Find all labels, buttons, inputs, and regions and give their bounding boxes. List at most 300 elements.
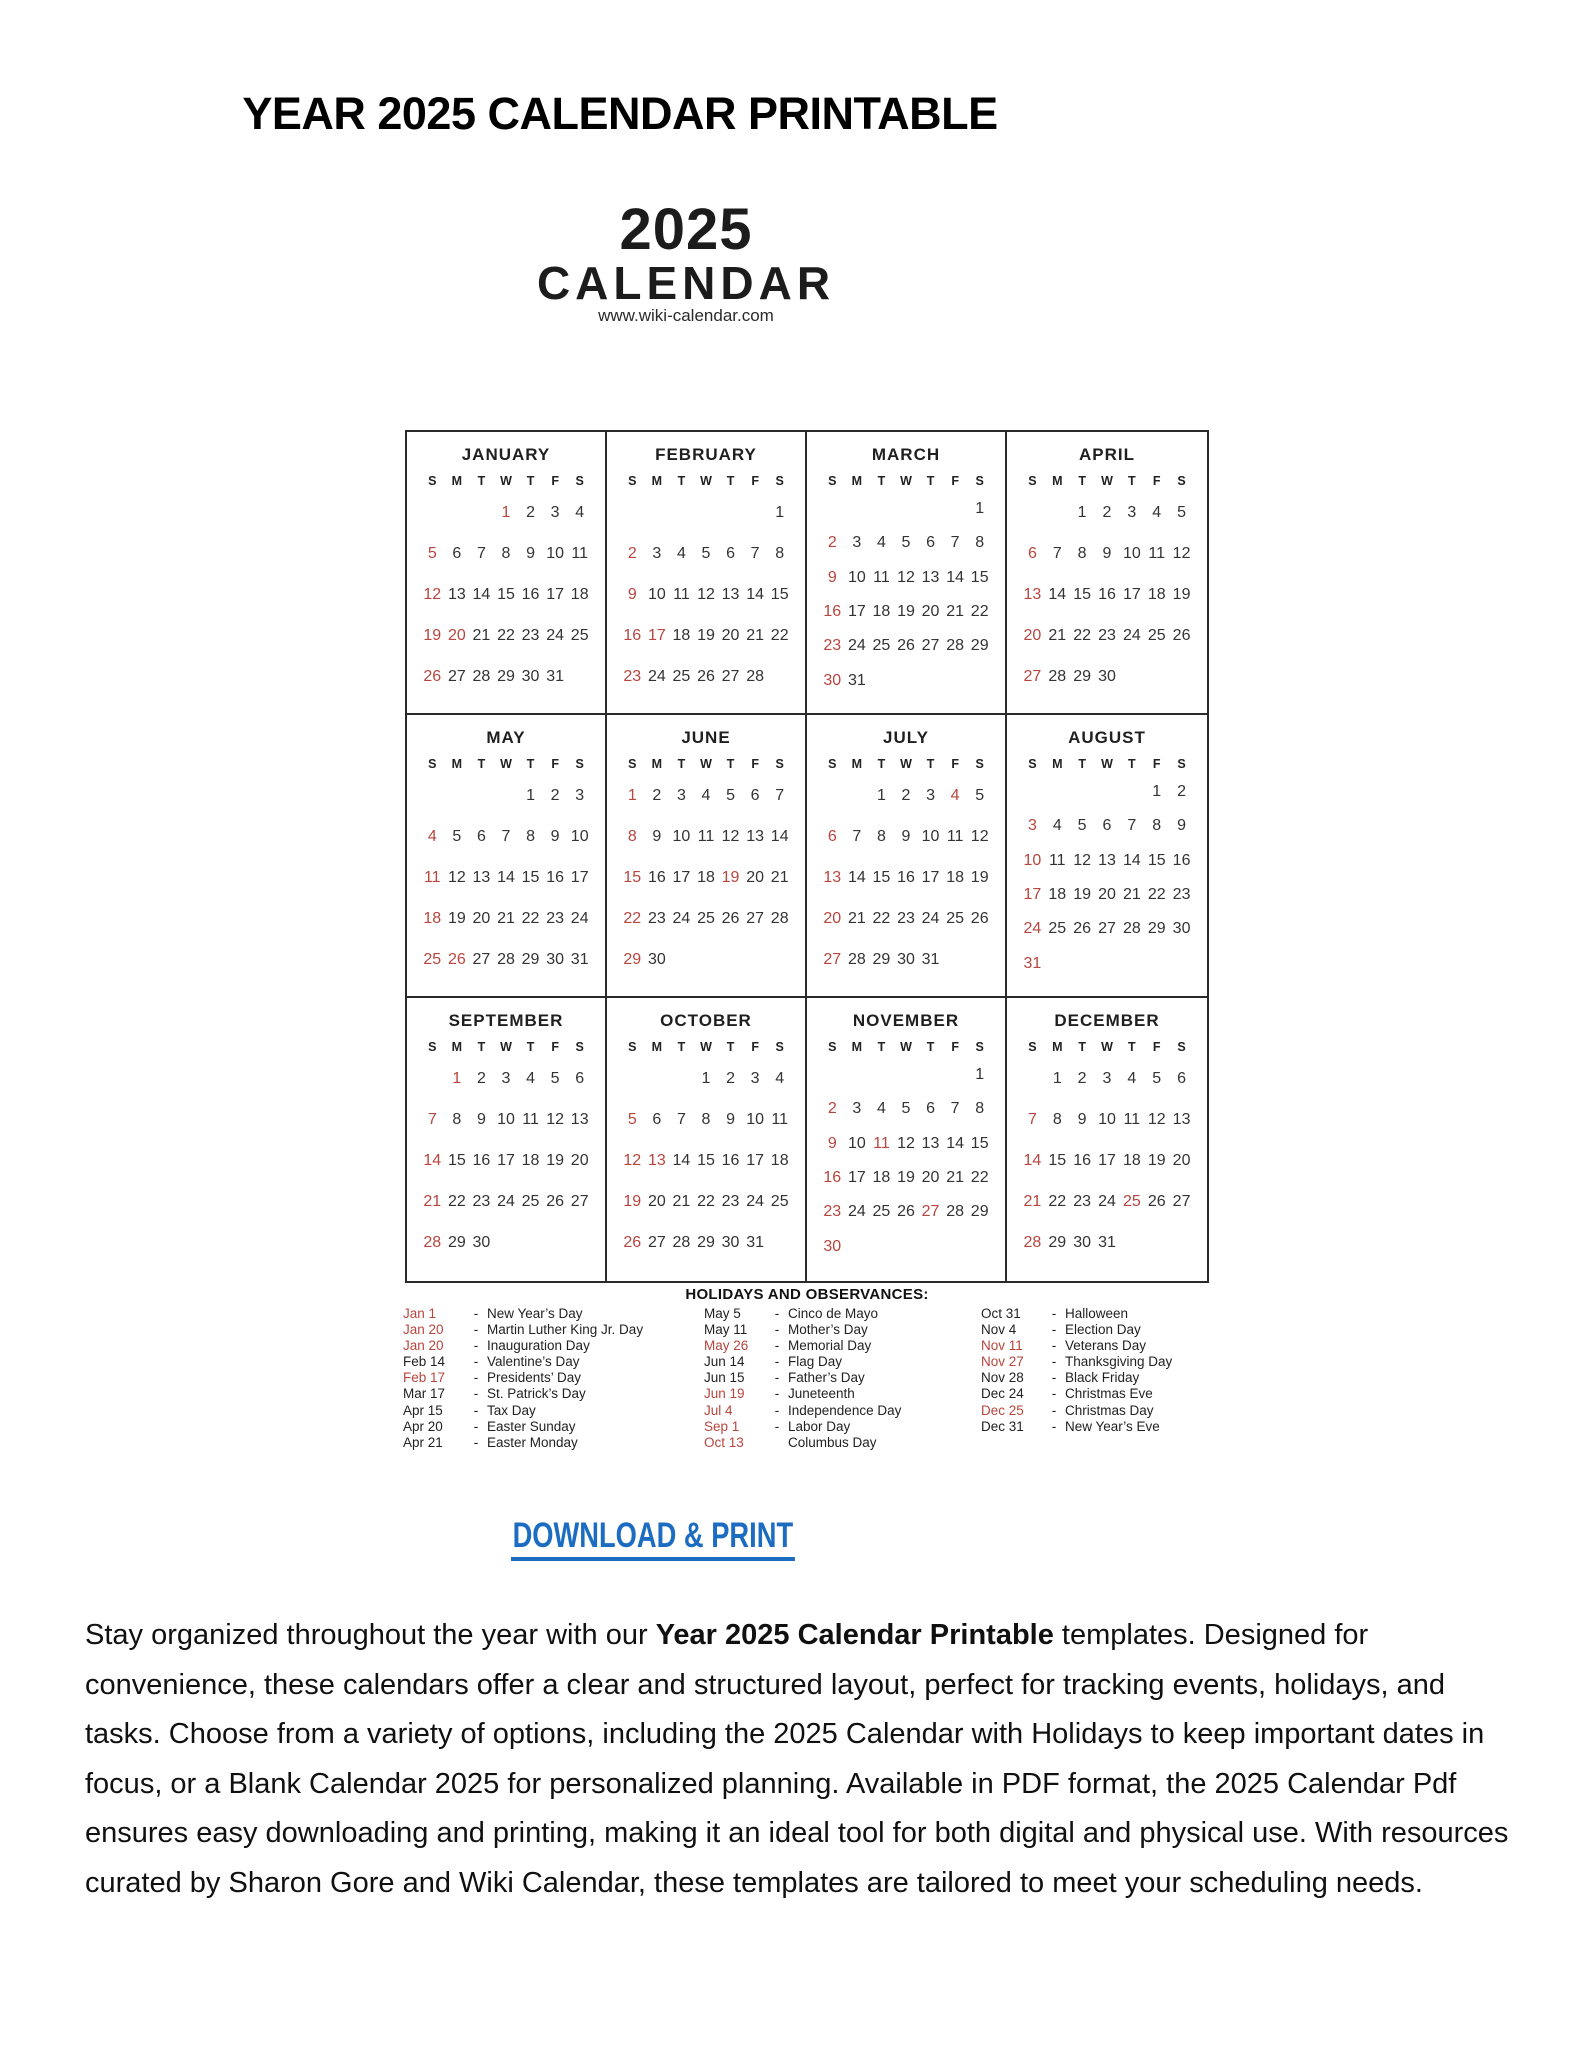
day-cell: 26 (546, 1193, 565, 1211)
day-grid (1020, 492, 1194, 698)
day-cell: 13 (472, 868, 491, 886)
day-cell: 20 (721, 627, 740, 645)
day-cell: 15 (697, 1151, 715, 1169)
month-march (807, 432, 1007, 715)
day-cell: 20 (570, 1151, 589, 1169)
holiday-name: Flag Day (788, 1354, 843, 1370)
day-cell: 22 (447, 1193, 466, 1211)
weekday-label: F (551, 1040, 559, 1054)
weekday-label: S (575, 474, 584, 488)
day-cell: 20 (1172, 1151, 1191, 1169)
day-cell: 16 (897, 868, 915, 886)
holiday-row (704, 1370, 901, 1386)
day-cell: 8 (775, 544, 785, 562)
holiday-separator: - (774, 1370, 780, 1386)
day-cell: 7 (852, 827, 862, 845)
weekday-label: W (900, 757, 912, 771)
day-cell: 23 (647, 910, 666, 928)
empty-day-cell (820, 492, 845, 526)
holiday-separator: - (1051, 1354, 1057, 1370)
day-cell: 20 (1023, 627, 1042, 645)
day-cell: 30 (823, 671, 842, 689)
day-cell: 21 (497, 910, 515, 928)
holiday-row (704, 1354, 901, 1370)
day-cell: 11 (1148, 544, 1166, 562)
day-cell: 23 (823, 1203, 842, 1221)
holiday-separator: - (774, 1306, 780, 1321)
day-cell: 21 (847, 910, 866, 928)
day-cell: 12 (546, 1110, 565, 1128)
day-cell: 16 (647, 868, 666, 886)
day-cell: 2 (1102, 503, 1112, 521)
empty-day-cell (620, 1058, 645, 1099)
day-cell: 12 (721, 827, 740, 845)
day-grid (420, 775, 592, 981)
holiday-row (981, 1322, 1172, 1338)
holiday-row (704, 1306, 901, 1322)
day-cell: 10 (1122, 544, 1141, 562)
day-cell: 3 (676, 786, 686, 804)
empty-day-cell (820, 775, 845, 816)
day-cell: 28 (1048, 668, 1067, 686)
day-cell: 23 (546, 910, 565, 928)
day-cell: 25 (872, 1203, 891, 1221)
day-cell: 18 (521, 1151, 540, 1169)
holiday-date: Jan 20 (403, 1338, 444, 1354)
weekday-label: F (751, 1040, 759, 1054)
day-cell: 15 (770, 585, 789, 603)
holiday-name: Veterans Day (1065, 1338, 1147, 1354)
day-cell: 24 (647, 668, 666, 686)
weekday-label: T (526, 1040, 535, 1054)
holiday-date: May 11 (704, 1322, 748, 1338)
day-cell: 16 (1098, 585, 1116, 603)
day-cell: 4 (427, 827, 437, 845)
holiday-row (981, 1419, 1172, 1435)
holiday-date: May 5 (704, 1306, 741, 1321)
holidays-title: HOLIDAYS AND OBSERVANCES: (685, 1286, 929, 1303)
day-cell: 12 (1147, 1110, 1166, 1128)
day-cell: 3 (926, 786, 936, 804)
day-cell: 18 (770, 1151, 789, 1169)
holiday-date: Jan 20 (403, 1322, 444, 1338)
weekday-label: T (477, 474, 486, 488)
day-cell: 5 (975, 786, 985, 804)
weekday-label: F (951, 757, 959, 771)
empty-day-cell (620, 492, 645, 533)
day-cell: 14 (423, 1151, 442, 1169)
day-cell: 8 (627, 827, 637, 845)
holiday-column-2 (704, 1306, 901, 1451)
day-cell: 11 (423, 868, 441, 886)
day-cell: 21 (472, 627, 491, 645)
day-cell: 9 (627, 585, 637, 603)
holiday-name: Columbus Day (788, 1434, 877, 1450)
holiday-date: Oct 13 (704, 1434, 744, 1450)
day-cell: 10 (546, 544, 565, 562)
weekday-label: M (851, 1040, 863, 1054)
empty-day-cell (918, 1058, 943, 1092)
holiday-separator: - (473, 1418, 479, 1434)
day-cell: 16 (623, 627, 642, 645)
day-cell: 5 (627, 1110, 637, 1128)
day-cell: 26 (447, 951, 466, 969)
weekday-label: M (451, 757, 463, 771)
empty-day-cell (694, 492, 719, 533)
day-cell: 7 (1027, 1110, 1037, 1128)
weekday-label: M (451, 474, 463, 488)
day-cell: 24 (847, 637, 866, 655)
empty-day-cell (420, 1058, 445, 1099)
day-cell: 27 (921, 1203, 940, 1221)
day-cell: 30 (521, 668, 540, 686)
day-cell: 18 (570, 585, 589, 603)
day-cell: 6 (652, 1110, 662, 1128)
day-cell: 10 (921, 827, 940, 845)
day-cell: 19 (1073, 886, 1092, 904)
day-cell: 31 (921, 951, 940, 969)
day-cell: 25 (697, 910, 715, 928)
day-cell: 29 (497, 668, 515, 686)
weekday-label: F (1152, 474, 1161, 488)
day-cell: 19 (897, 603, 915, 621)
day-cell: 6 (726, 544, 736, 562)
empty-day-cell (445, 775, 470, 816)
day-cell: 29 (872, 951, 891, 969)
day-cell: 17 (647, 627, 666, 645)
holiday-date: May 26 (704, 1338, 749, 1354)
day-cell: 28 (423, 1234, 442, 1252)
holiday-date: Dec 24 (981, 1386, 1024, 1402)
weekday-header (420, 757, 592, 771)
holiday-date: Apr 20 (403, 1418, 443, 1434)
month-december (1007, 998, 1207, 1281)
day-cell: 4 (1052, 817, 1062, 835)
empty-day-cell (1020, 492, 1045, 533)
day-cell: 8 (1152, 817, 1162, 835)
empty-day-cell (669, 492, 694, 533)
day-cell: 11 (522, 1110, 539, 1128)
day-cell: 29 (521, 951, 540, 969)
day-cell: 5 (452, 827, 462, 845)
day-cell: 28 (472, 668, 491, 686)
day-cell: 1 (627, 786, 637, 804)
weekday-label: F (551, 757, 559, 771)
month-title: FEBRUARY (655, 445, 757, 464)
day-cell: 11 (946, 827, 964, 845)
holiday-date: Jun 15 (704, 1370, 745, 1386)
day-cell: 17 (497, 1151, 515, 1169)
day-cell: 4 (701, 786, 711, 804)
day-cell: 27 (823, 951, 842, 969)
day-cell: 21 (946, 1169, 965, 1187)
day-cell: 20 (921, 603, 940, 621)
holiday-row (704, 1386, 901, 1402)
day-cell: 9 (827, 568, 837, 586)
day-cell: 12 (447, 868, 466, 886)
weekday-label: F (551, 474, 559, 488)
empty-day-cell (1119, 775, 1144, 809)
month-title: MARCH (871, 445, 941, 464)
weekday-label: S (428, 1040, 437, 1054)
day-cell: 5 (1077, 817, 1087, 835)
day-cell: 12 (897, 1134, 915, 1152)
day-cell: 22 (872, 910, 891, 928)
weekday-label: W (700, 474, 712, 488)
day-cell: 24 (570, 910, 589, 928)
day-cell: 15 (1073, 585, 1092, 603)
description-text: templates. Designed for convenience, these calendars offer a clear and structured layout, perfect for tracking events, holidays, and tasks. Choose from a variety of options, including the 2025 Calendar with Holidays to keep important dates in focus, or a Blank Calendar 2025 for personalized planning. Available in PDF format, the 2025 Calendar Pdf ensures easy downloading and printing, making it an ideal tool for both digital and physical use. With resources curated by Sharon Gore and Wiki Calendar, these templates are tailored to meet your scheduling needs. (85, 1619, 1509, 1899)
day-cell: 25 (423, 951, 442, 969)
day-cell: 3 (1127, 503, 1137, 521)
day-cell: 8 (701, 1110, 711, 1128)
day-cell: 14 (1122, 851, 1141, 869)
day-cell: 4 (1152, 503, 1162, 521)
empty-day-cell (894, 492, 919, 526)
day-cell: 9 (726, 1110, 736, 1128)
day-cell: 28 (746, 668, 765, 686)
holiday-row (704, 1338, 901, 1354)
day-cell: 21 (946, 603, 965, 621)
day-cell: 18 (1122, 1151, 1141, 1169)
day-cell: 4 (1127, 1069, 1137, 1087)
holiday-name: Black Friday (1065, 1370, 1140, 1386)
day-cell: 16 (521, 585, 540, 603)
day-cell: 17 (847, 603, 866, 621)
month-title: APRIL (1079, 445, 1135, 464)
holiday-row (403, 1322, 643, 1338)
day-cell: 15 (970, 1134, 989, 1152)
day-cell: 6 (1177, 1069, 1187, 1087)
weekday-header (820, 757, 992, 771)
day-cell: 20 (823, 910, 842, 928)
day-cell: 26 (697, 668, 715, 686)
day-cell: 22 (623, 910, 642, 928)
day-grid (1020, 775, 1194, 981)
day-cell: 11 (1048, 851, 1066, 869)
holiday-name: Father’s Day (788, 1370, 865, 1386)
holiday-date: Nov 11 (981, 1338, 1023, 1354)
day-cell: 22 (970, 1169, 989, 1187)
calendar-brand: CALENDAR (536, 257, 836, 309)
empty-day-cell (869, 492, 894, 526)
weekday-label: T (877, 1040, 886, 1054)
weekday-label: T (677, 474, 686, 488)
day-cell: 14 (672, 1151, 691, 1169)
empty-day-cell (918, 492, 943, 526)
day-cell: 26 (1073, 920, 1092, 938)
day-cell: 7 (1127, 817, 1137, 835)
holiday-separator: - (774, 1402, 780, 1418)
holiday-name: Tax Day (487, 1402, 536, 1418)
weekday-label: F (751, 757, 759, 771)
weekday-label: S (775, 1040, 784, 1054)
weekday-label: S (775, 474, 784, 488)
day-cell: 1 (975, 1066, 985, 1084)
day-cell: 17 (1098, 1151, 1116, 1169)
holiday-name: Christmas Eve (1065, 1386, 1153, 1402)
weekday-label: T (926, 1040, 935, 1054)
holiday-row (403, 1354, 643, 1370)
day-cell: 31 (746, 1234, 765, 1252)
day-cell: 11 (571, 544, 588, 562)
day-cell: 7 (1052, 544, 1062, 562)
day-cell: 24 (921, 910, 940, 928)
day-cell: 7 (676, 1110, 686, 1128)
day-cell: 10 (847, 1134, 866, 1152)
day-cell: 31 (546, 668, 565, 686)
empty-day-cell (845, 1058, 870, 1092)
day-cell: 2 (652, 786, 662, 804)
holiday-name: Memorial Day (788, 1338, 872, 1354)
day-cell: 10 (1023, 851, 1042, 869)
holiday-separator: - (1051, 1322, 1057, 1338)
day-grid (620, 1058, 792, 1264)
day-cell: 3 (852, 534, 862, 552)
day-cell: 3 (852, 1100, 862, 1118)
day-cell: 8 (975, 534, 985, 552)
holiday-row (981, 1370, 1172, 1386)
day-cell: 18 (946, 868, 965, 886)
weekday-label: W (1101, 757, 1113, 771)
weekday-label: S (1177, 1040, 1186, 1054)
day-cell: 1 (1152, 783, 1162, 801)
day-cell: 6 (1102, 817, 1112, 835)
weekday-label: S (1177, 474, 1186, 488)
day-grid (620, 492, 792, 698)
day-cell: 30 (472, 1234, 491, 1252)
day-cell: 20 (647, 1193, 666, 1211)
holiday-separator: - (1051, 1370, 1057, 1386)
day-cell: 28 (1122, 920, 1141, 938)
weekday-label: S (828, 474, 837, 488)
day-cell: 9 (652, 827, 662, 845)
day-cell: 24 (497, 1193, 515, 1211)
day-cell: 6 (750, 786, 760, 804)
empty-day-cell (943, 1058, 968, 1092)
weekday-label: S (575, 757, 584, 771)
day-cell: 20 (472, 910, 491, 928)
day-cell: 26 (897, 637, 915, 655)
day-cell: 11 (1123, 1110, 1141, 1128)
holiday-name: Thanksgiving Day (1065, 1354, 1173, 1370)
weekday-header (820, 1040, 992, 1054)
holiday-row (981, 1354, 1172, 1370)
day-cell: 30 (1172, 920, 1191, 938)
day-cell: 1 (1077, 503, 1087, 521)
day-cell: 13 (1172, 1110, 1191, 1128)
day-cell: 27 (1172, 1193, 1191, 1211)
month-title: MAY (486, 728, 526, 747)
day-cell: 27 (1098, 920, 1116, 938)
day-cell: 25 (1147, 627, 1166, 645)
day-cell: 30 (897, 951, 915, 969)
page-title: YEAR 2025 CALENDAR PRINTABLE (242, 88, 998, 139)
day-cell: 10 (647, 585, 666, 603)
day-cell: 11 (673, 585, 690, 603)
holiday-column-3 (981, 1306, 1172, 1435)
day-cell: 17 (672, 868, 691, 886)
day-cell: 2 (827, 534, 837, 552)
holiday-row (981, 1306, 1172, 1322)
weekday-label: S (628, 474, 637, 488)
day-cell: 17 (921, 868, 940, 886)
holiday-row (403, 1386, 643, 1402)
empty-day-cell (845, 492, 870, 526)
day-cell: 11 (873, 568, 890, 586)
empty-day-cell (469, 775, 494, 816)
day-cell: 24 (546, 627, 565, 645)
weekday-header (620, 474, 792, 488)
weekday-label: W (1101, 474, 1113, 488)
holiday-separator: - (1051, 1306, 1057, 1321)
day-cell: 22 (1147, 886, 1166, 904)
empty-day-cell (845, 775, 870, 816)
day-cell: 9 (1177, 817, 1187, 835)
holiday-separator (766, 1435, 788, 1451)
day-cell: 10 (570, 827, 589, 845)
day-grid (420, 492, 592, 698)
weekday-label: T (726, 1040, 735, 1054)
day-cell: 9 (901, 827, 911, 845)
weekday-label: S (975, 757, 984, 771)
day-cell: 26 (970, 910, 989, 928)
day-cell: 2 (901, 786, 911, 804)
empty-day-cell (494, 775, 519, 816)
holiday-date: Feb 17 (403, 1370, 446, 1386)
weekday-label: T (926, 757, 935, 771)
weekday-label: T (677, 757, 686, 771)
day-cell: 14 (770, 827, 789, 845)
day-cell: 30 (546, 951, 565, 969)
day-cell: 25 (1122, 1193, 1141, 1211)
day-cell: 14 (1023, 1151, 1042, 1169)
day-cell: 8 (1077, 544, 1087, 562)
day-grid (820, 775, 992, 981)
day-cell: 12 (897, 568, 915, 586)
day-cell: 13 (647, 1151, 666, 1169)
month-october (607, 998, 807, 1281)
holiday-name: Easter Monday (487, 1434, 578, 1450)
calendar-website: www.wiki-calendar.com (598, 306, 774, 325)
day-cell: 4 (575, 503, 585, 521)
holiday-row (403, 1306, 643, 1322)
day-cell: 2 (526, 503, 536, 521)
day-cell: 7 (476, 544, 486, 562)
weekday-label: T (1128, 757, 1136, 771)
weekday-label: S (828, 757, 837, 771)
day-cell: 3 (1102, 1069, 1112, 1087)
weekday-label: M (651, 474, 663, 488)
day-cell: 8 (501, 544, 511, 562)
weekday-label: W (1101, 1040, 1113, 1054)
day-cell: 29 (1147, 920, 1166, 938)
day-cell: 17 (570, 868, 589, 886)
day-cell: 4 (876, 1100, 886, 1118)
month-september (407, 998, 607, 1281)
day-cell: 10 (1098, 1110, 1116, 1128)
weekday-label: S (1028, 1040, 1037, 1054)
weekday-header (1020, 757, 1194, 771)
day-cell: 24 (672, 910, 691, 928)
day-cell: 25 (570, 627, 589, 645)
download-print-link[interactable]: DOWNLOAD & PRINT (511, 1516, 795, 1561)
day-cell: 25 (946, 910, 965, 928)
empty-day-cell (420, 492, 445, 533)
day-grid (420, 1058, 592, 1264)
holiday-separator: - (473, 1386, 479, 1402)
day-grid (1020, 1058, 1194, 1264)
